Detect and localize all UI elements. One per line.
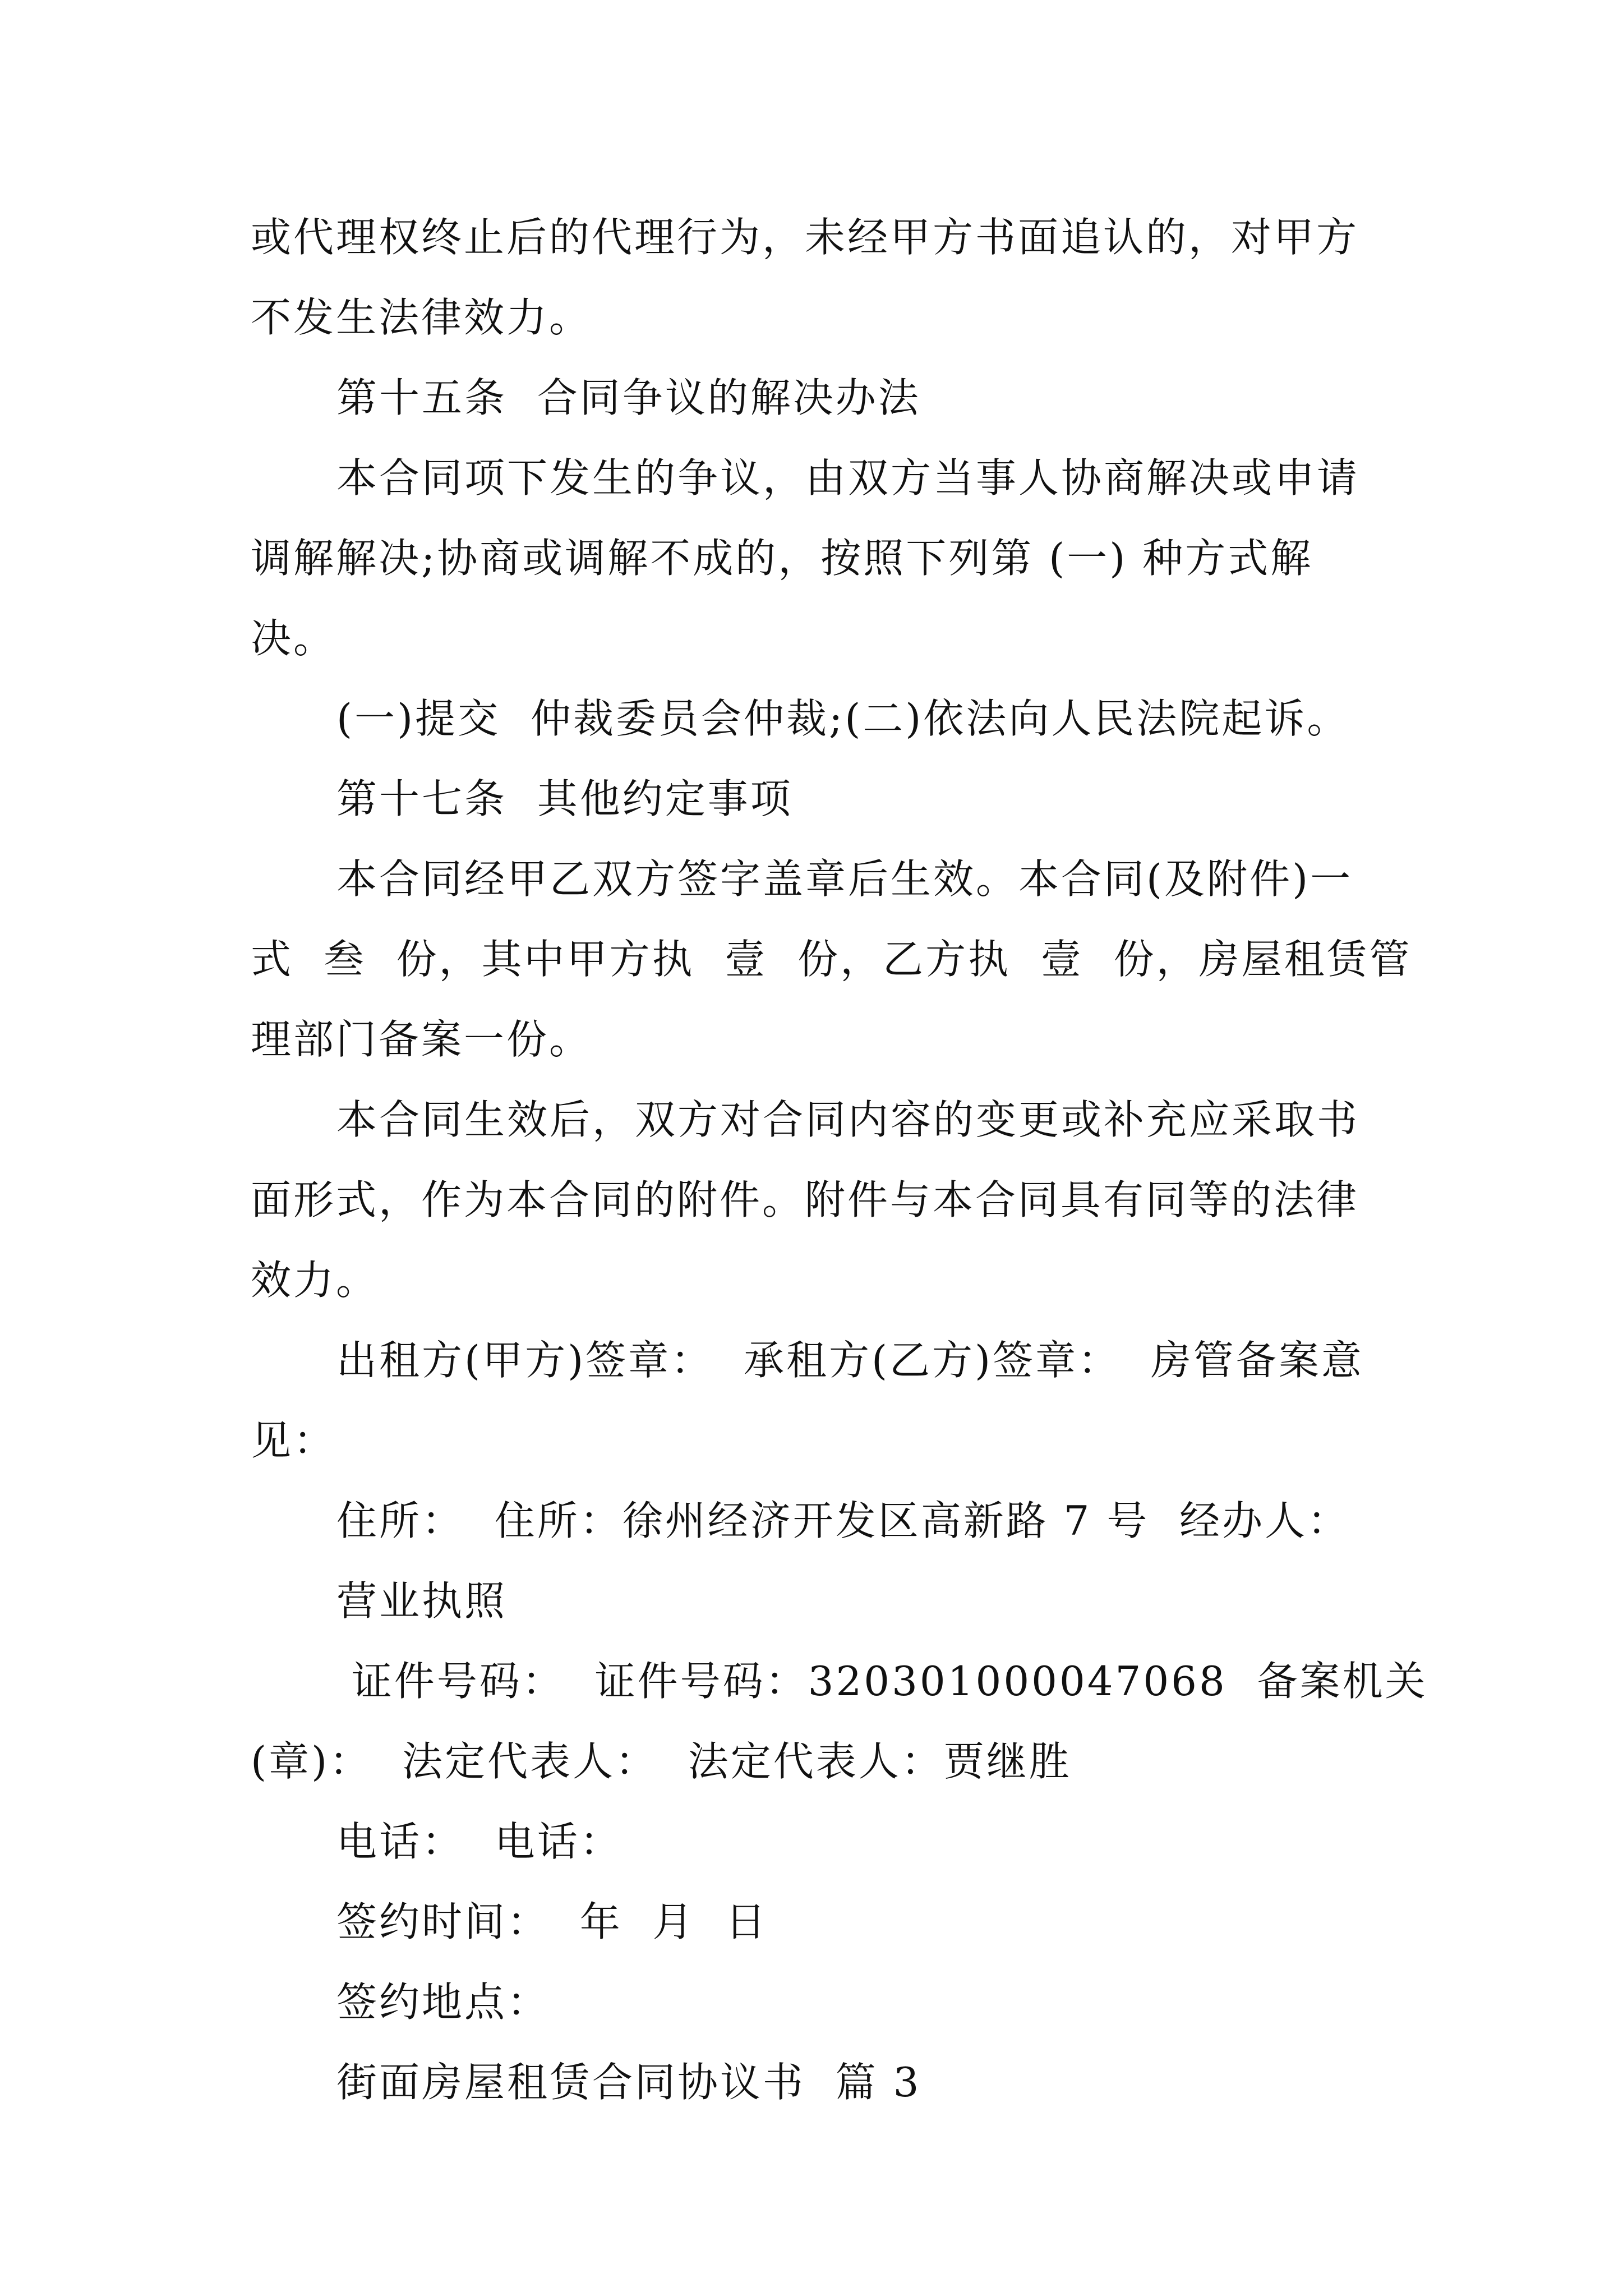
text-line-16: 见： xyxy=(251,1417,336,1464)
text-line-14: 效力。 xyxy=(251,1257,379,1304)
text-line-9: 本合同经甲乙双方签字盖章后生效。本合同(及附件)一 xyxy=(336,855,1353,903)
legal-representative-line: (章)： 法定代表人： 法定代表人：贾继胜 xyxy=(251,1738,1072,1785)
text-line-12: 本合同生效后，双方对合同内容的变更或补充应采取书 xyxy=(336,1096,1360,1143)
text-line-2: 不发生法律效力。 xyxy=(251,294,592,341)
text-line-13: 面形式，作为本合同的附件。附件与本合同具有同等的法律 xyxy=(251,1176,1359,1223)
signing-date-line: 签约时间： 年 月 日 xyxy=(336,1898,768,1945)
signature-line: 出租方(甲方)签章： 承租方(乙方)签章： 房管备案意 xyxy=(336,1337,1364,1384)
section-title: 街面房屋租赁合同协议书 篇 3 xyxy=(336,2059,921,2106)
article-15-heading: 第十五条 合同争议的解决办法 xyxy=(336,374,921,421)
business-license-line: 营业执照 xyxy=(336,1577,508,1625)
text-line-4: 本合同项下发生的争议，由双方当事人协商解决或申请 xyxy=(336,454,1360,501)
id-number-line: 证件号码： 证件号码：320301000047068 备案机关 xyxy=(336,1658,1428,1705)
text-line-1: 或代理权终止后的代理行为，未经甲方书面追认的，对甲方 xyxy=(251,214,1359,261)
signing-place-line: 签约地点： xyxy=(336,1978,550,2026)
text-line-10: 式 叁 份，其中甲方执 壹 份，乙方执 壹 份，房屋租赁管 xyxy=(251,936,1412,983)
text-line-6: 决。 xyxy=(251,615,336,662)
address-line: 住所： 住所：徐州经济开发区高新路 7 号 经办人： xyxy=(336,1497,1350,1544)
article-17-heading: 第十七条 其他约定事项 xyxy=(336,775,793,822)
text-line-7: (一)提交 仲裁委员会仲裁;(二)依法向人民法院起诉。 xyxy=(336,695,1350,742)
text-line-11: 理部门备案一份。 xyxy=(251,1016,592,1063)
phone-line: 电话： 电话： xyxy=(336,1818,623,1865)
text-line-5: 调解解决;协商或调解不成的，按照下列第 (一) 种方式解 xyxy=(251,535,1313,582)
